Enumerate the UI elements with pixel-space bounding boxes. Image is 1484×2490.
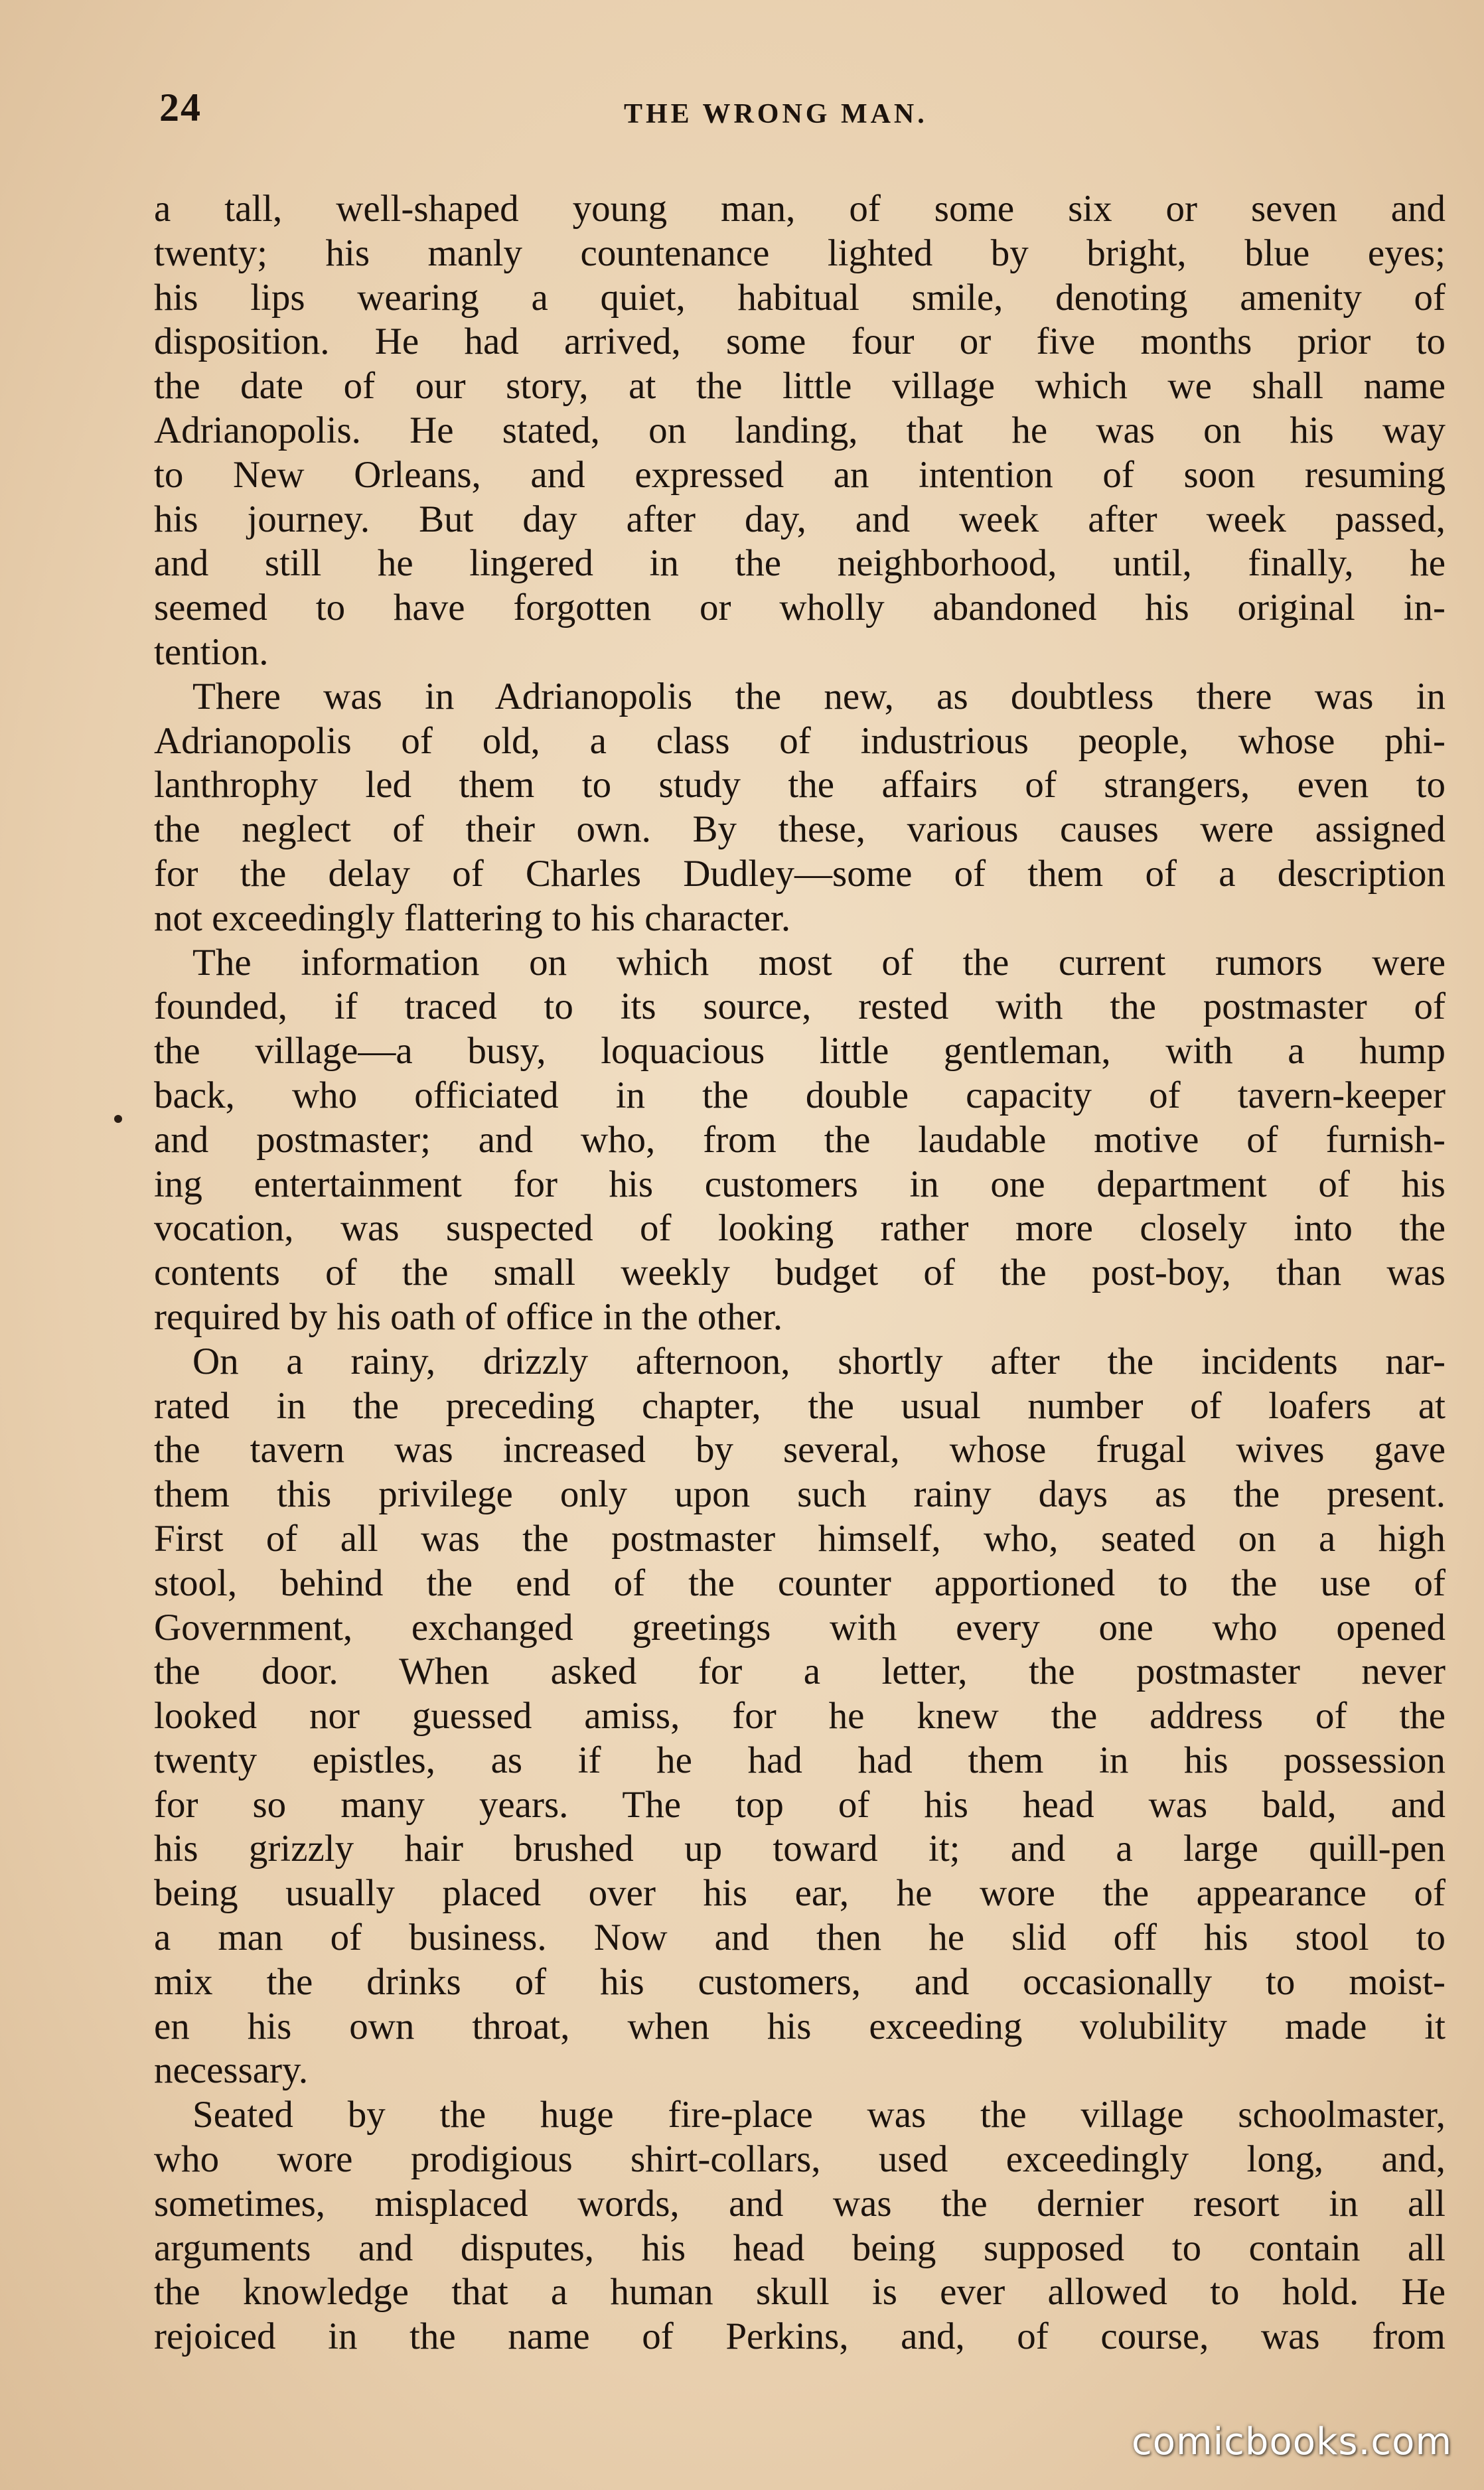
text-line: On a rainy, drizzly afternoon, shortly after the incidents nar- bbox=[192, 1340, 1446, 1382]
text-line: the date of our story, at the little village which we shall name bbox=[154, 365, 1446, 407]
text-line: necessary. bbox=[154, 2049, 309, 2092]
text-line: rated in the preceding chapter, the usual number of loafers at bbox=[154, 1384, 1446, 1427]
text-line: who wore prodigious shirt-collars, used exceedingly long, and, bbox=[154, 2138, 1446, 2181]
text-line: Adrianopolis of old, a class of industrious people, whose phi- bbox=[154, 719, 1446, 762]
text-line: required by his oath of office in the other. bbox=[154, 1295, 783, 1338]
text-line: en his own throat, when his exceeding volubility made it bbox=[154, 2005, 1446, 2047]
text-line: twenty; his manly countenance lighted by bright, blue eyes; bbox=[154, 232, 1446, 274]
text-line: for so many years. The top of his head was bald, and bbox=[154, 1783, 1446, 1826]
text-line: the tavern was increased by several, whose frugal wives gave bbox=[154, 1429, 1446, 1471]
text-line: mix the drinks of his customers, and occasionally to moist- bbox=[154, 1960, 1446, 2003]
text-line: contents of the small weekly budget of the post-boy, than was bbox=[154, 1252, 1446, 1294]
text-line: tention. bbox=[154, 630, 269, 673]
page-number: 24 bbox=[159, 86, 202, 129]
text-line: seemed to have forgotten or wholly abandoned his original in- bbox=[154, 587, 1446, 629]
text-line: sometimes, misplaced words, and was the dernier resort in all bbox=[154, 2182, 1446, 2225]
text-line: to New Orleans, and expressed an intention of soon resuming bbox=[154, 453, 1446, 496]
text-line: vocation, was suspected of looking rather more closely into the bbox=[154, 1207, 1446, 1250]
text-line: First of all was the postmaster himself, who, seated on a high bbox=[154, 1517, 1446, 1560]
text-line: not exceedingly flattering to his character. bbox=[154, 897, 791, 939]
text-line: Government, exchanged greetings with every one who opened bbox=[154, 1606, 1446, 1648]
text-line: the village—a busy, loquacious little gentleman, with a hump bbox=[154, 1030, 1446, 1072]
watermark: comicbooks.com bbox=[1131, 2420, 1452, 2463]
text-line: The information on which most of the current rumors were bbox=[192, 941, 1446, 984]
text-line: disposition. He had arrived, some four or five months prior to bbox=[154, 321, 1446, 363]
margin-dot bbox=[114, 1115, 122, 1123]
text-line: and postmaster; and who, from the laudable motive of furnish- bbox=[154, 1118, 1446, 1161]
text-line: a man of business. Now and then he slid off his stool to bbox=[154, 1917, 1446, 1959]
text-line: them this privilege only upon such rainy days as the present. bbox=[154, 1473, 1446, 1516]
running-title: THE WRONG MAN. bbox=[624, 99, 928, 129]
text-line: being usually placed over his ear, he wore the appearance of bbox=[154, 1872, 1446, 1915]
page-header bbox=[159, 85, 1447, 131]
text-line: for the delay of Charles Dudley—some of them of a description bbox=[154, 852, 1446, 895]
text-line: looked nor guessed amiss, for he knew the address of the bbox=[154, 1695, 1446, 1737]
text-line: lanthrophy led them to study the affairs of strangers, even to bbox=[154, 764, 1446, 806]
text-line: Seated by the huge fire-place was the village schoolmaster, bbox=[192, 2094, 1446, 2136]
text-line: the door. When asked for a letter, the postmaster never bbox=[154, 1650, 1446, 1693]
text-line: his grizzly hair brushed up toward it; and a large quill-pen bbox=[154, 1828, 1446, 1870]
text-line: founded, if traced to its source, rested with the postmaster of bbox=[154, 986, 1446, 1028]
body-text bbox=[154, 187, 1446, 2359]
text-line: twenty epistles, as if he had had them in his possession bbox=[154, 1739, 1446, 1781]
text-line: the neglect of their own. By these, various causes were assigned bbox=[154, 808, 1446, 851]
text-line: and still he lingered in the neighborhood, until, finally, he bbox=[154, 542, 1446, 585]
text-line: a tall, well-shaped young man, of some six or seven and bbox=[154, 188, 1446, 230]
text-line: stool, behind the end of the counter apportioned to the use of bbox=[154, 1562, 1446, 1604]
text-line: back, who officiated in the double capacity of tavern-keeper bbox=[154, 1074, 1446, 1116]
text-line: his lips wearing a quiet, habitual smile, denoting amenity of bbox=[154, 276, 1446, 319]
text-line: ing entertainment for his customers in one department of his bbox=[154, 1163, 1446, 1205]
text-line: arguments and disputes, his head being supposed to contain all bbox=[154, 2227, 1446, 2269]
text-line: Adrianopolis. He stated, on landing, that he was on his way bbox=[154, 409, 1446, 451]
text-line: his journey. But day after day, and week after week passed, bbox=[154, 498, 1446, 540]
text-line: the knowledge that a human skull is ever allowed to hold. He bbox=[154, 2271, 1446, 2313]
text-line: rejoiced in the name of Perkins, and, of course, was from bbox=[154, 2315, 1446, 2358]
text-line: There was in Adrianopolis the new, as doubtless there was in bbox=[192, 675, 1446, 717]
